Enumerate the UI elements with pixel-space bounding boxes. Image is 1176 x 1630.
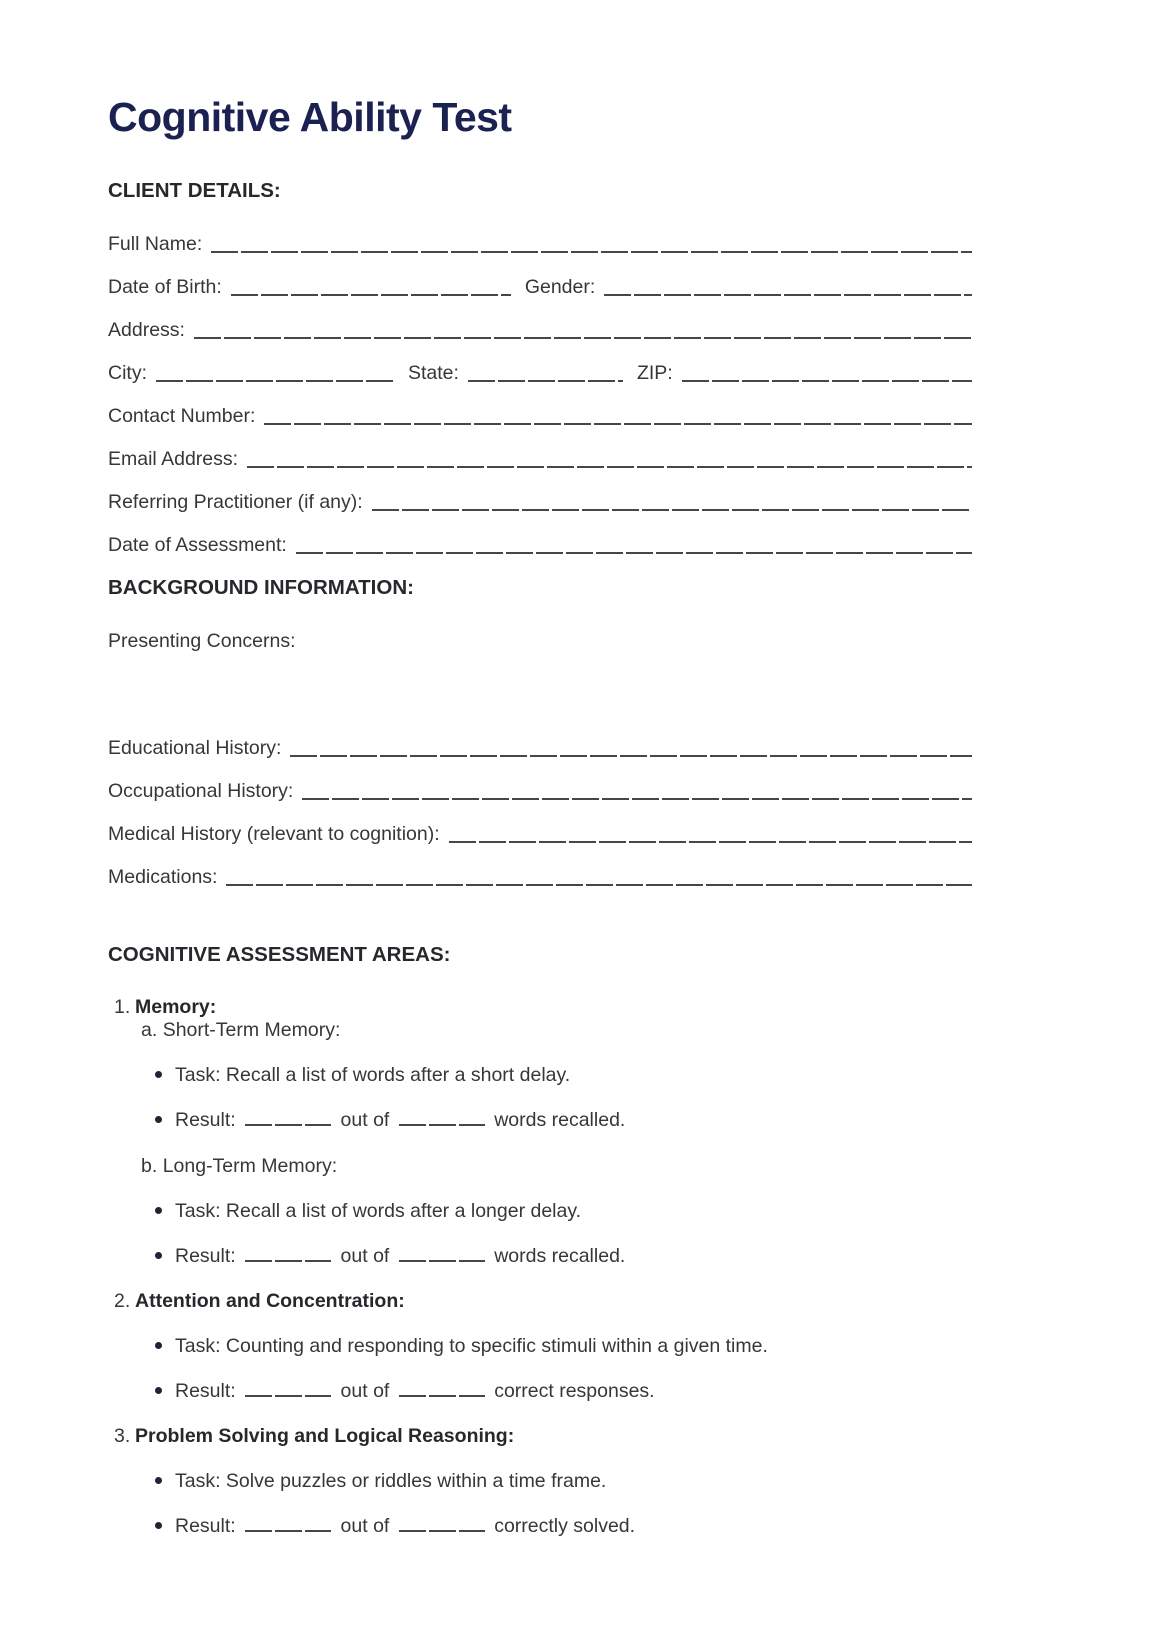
- result-text: [175, 1244, 625, 1268]
- result-blank: [245, 1260, 331, 1262]
- result-line: [155, 1244, 972, 1268]
- dob-line: [231, 294, 511, 296]
- field-row-address: [108, 318, 972, 342]
- medications-label: Medications:: [108, 866, 218, 889]
- contact-number-label: Contact Number:: [108, 405, 256, 428]
- field-row-occupational: [108, 779, 972, 803]
- occupational-history-line: [302, 798, 972, 800]
- educational-history-label: Educational History:: [108, 737, 282, 760]
- bullet-icon: [155, 1071, 162, 1078]
- cognitive-assessment-heading: COGNITIVE ASSESSMENT AREAS:: [108, 943, 451, 967]
- medications-line: [226, 884, 972, 886]
- subitem-long-term-memory: [141, 1155, 972, 1178]
- bullet-icon: [155, 1252, 162, 1259]
- bullet-icon: [155, 1477, 162, 1484]
- bullet-icon: [155, 1116, 162, 1123]
- result-mid: out of: [340, 1380, 390, 1403]
- page-title: Cognitive Ability Test: [108, 94, 512, 140]
- result-text: [175, 1514, 635, 1538]
- city-label: City:: [108, 362, 147, 385]
- email-label: Email Address:: [108, 448, 239, 471]
- result-text: [175, 1379, 655, 1403]
- field-row-medications: [108, 865, 972, 889]
- task-line: [155, 1199, 972, 1223]
- email-line: [247, 466, 972, 468]
- result-prefix: Result:: [175, 1245, 236, 1268]
- result-blank: [399, 1260, 485, 1262]
- result-line: [155, 1514, 972, 1538]
- item-number: 2.: [114, 1290, 131, 1313]
- dob-label: Date of Birth:: [108, 276, 222, 299]
- field-row-educational: [108, 736, 972, 760]
- task-text: Task: Recall a list of words after a longer delay.: [175, 1200, 582, 1223]
- medical-history-label: Medical History (relevant to cognition):: [108, 823, 440, 846]
- address-line: [194, 337, 972, 339]
- full-name-line: [211, 251, 972, 253]
- state-label: State:: [408, 362, 459, 385]
- bullet-icon: [155, 1342, 162, 1349]
- referring-practitioner-label: Referring Practitioner (if any):: [108, 491, 363, 514]
- result-blank: [245, 1124, 331, 1126]
- field-row-referring: [108, 490, 972, 514]
- address-label: Address:: [108, 319, 185, 342]
- state-line: [468, 380, 623, 382]
- subitem-title: Short-Term Memory:: [162, 1019, 341, 1042]
- result-blank: [399, 1124, 485, 1126]
- presenting-concerns-label: Presenting Concerns:: [108, 630, 296, 653]
- item-title: Attention and Concentration:: [135, 1290, 405, 1313]
- bullet-icon: [155, 1522, 162, 1529]
- result-blank: [245, 1530, 331, 1532]
- assessment-item-memory: [108, 995, 972, 1019]
- field-row-medical: [108, 822, 972, 846]
- result-suffix: words recalled.: [494, 1109, 626, 1132]
- result-line: [155, 1379, 972, 1403]
- result-text: [175, 1108, 625, 1132]
- assessment-date-line: [296, 552, 972, 554]
- result-mid: out of: [340, 1245, 390, 1268]
- field-row-full-name: [108, 232, 972, 256]
- assessment-item-problem-solving: [108, 1424, 972, 1448]
- full-name-label: Full Name:: [108, 233, 203, 256]
- contact-number-line: [264, 423, 972, 425]
- referring-practitioner-line: [372, 509, 972, 511]
- educational-history-line: [290, 755, 972, 757]
- field-row-assessment-date: [108, 533, 972, 557]
- result-blank: [399, 1395, 485, 1397]
- city-line: [156, 380, 394, 382]
- result-suffix: correctly solved.: [494, 1515, 636, 1538]
- task-text: Task: Counting and responding to specific stimuli within a given time.: [175, 1335, 768, 1358]
- result-suffix: words recalled.: [494, 1245, 626, 1268]
- task-line: [155, 1469, 972, 1493]
- client-details-heading: CLIENT DETAILS:: [108, 179, 281, 203]
- task-text: Task: Solve puzzles or riddles within a time frame.: [175, 1470, 607, 1493]
- occupational-history-label: Occupational History:: [108, 780, 294, 803]
- result-prefix: Result:: [175, 1380, 236, 1403]
- item-number: 3.: [114, 1425, 131, 1448]
- bullet-icon: [155, 1387, 162, 1394]
- item-number: 1.: [114, 996, 131, 1019]
- result-prefix: Result:: [175, 1109, 236, 1132]
- zip-label: ZIP:: [636, 362, 673, 385]
- result-mid: out of: [340, 1515, 390, 1538]
- result-prefix: Result:: [175, 1515, 236, 1538]
- task-line: [155, 1063, 972, 1087]
- subitem-title: Long-Term Memory:: [162, 1155, 338, 1178]
- background-info-heading: BACKGROUND INFORMATION:: [108, 576, 414, 600]
- task-line: [155, 1334, 972, 1358]
- result-suffix: correct responses.: [494, 1380, 655, 1403]
- result-mid: out of: [340, 1109, 390, 1132]
- assessment-date-label: Date of Assessment:: [108, 534, 287, 557]
- result-blank: [245, 1395, 331, 1397]
- task-text: Task: Recall a list of words after a short delay.: [175, 1064, 571, 1087]
- item-title: Memory:: [135, 996, 217, 1019]
- result-blank: [399, 1530, 485, 1532]
- subitem-letter: a.: [141, 1019, 158, 1042]
- result-line: [155, 1108, 972, 1132]
- field-row-contact: [108, 404, 972, 428]
- field-row-dob-gender: [108, 275, 972, 299]
- medical-history-line: [449, 841, 972, 843]
- assessment-item-attention: [108, 1289, 972, 1313]
- subitem-letter: b.: [141, 1155, 158, 1178]
- field-row-city-state-zip: [108, 361, 972, 385]
- bullet-icon: [155, 1207, 162, 1214]
- item-title: Problem Solving and Logical Reasoning:: [135, 1425, 515, 1448]
- gender-line: [604, 294, 972, 296]
- subitem-short-term-memory: [141, 1019, 972, 1042]
- gender-label: Gender:: [524, 276, 596, 299]
- zip-line: [682, 380, 972, 382]
- field-row-email: [108, 447, 972, 471]
